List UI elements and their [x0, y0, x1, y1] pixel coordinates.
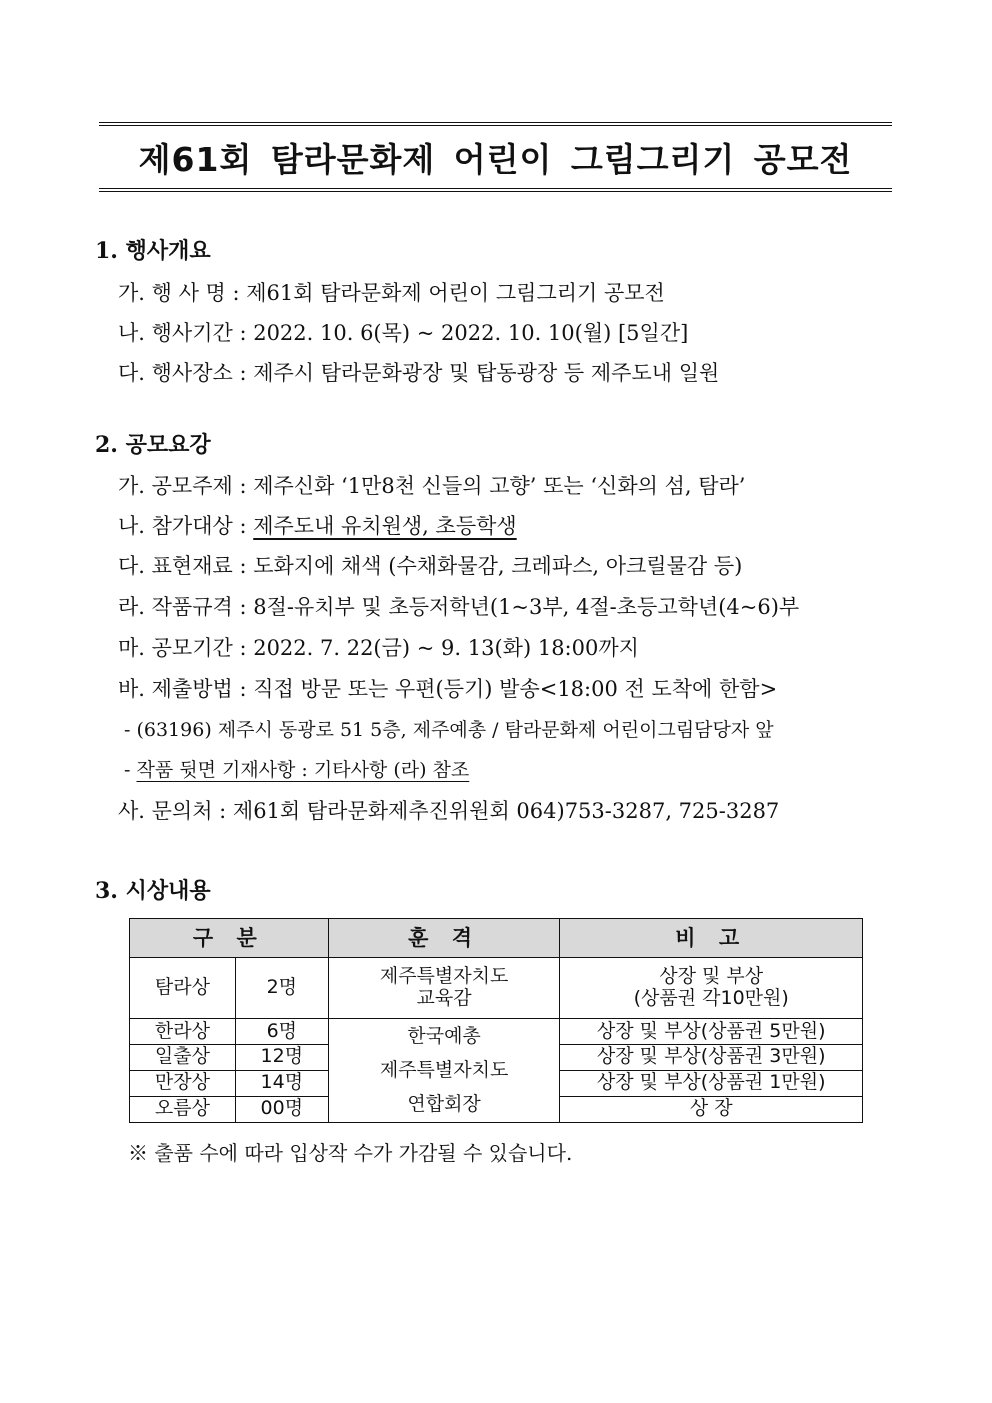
- table-row: [130, 958, 863, 1019]
- back-note-dash: -: [124, 759, 137, 781]
- award-count: 14명: [235, 1070, 328, 1096]
- eligibility-label: 나. 참가대상 :: [118, 514, 254, 538]
- award-count: 00명: [235, 1096, 328, 1122]
- award-remark: 상 장: [560, 1096, 863, 1122]
- header-grantor: 훈 격: [328, 919, 560, 958]
- award-name: 일출상: [130, 1044, 236, 1070]
- contact-line: 사. 문의처 : 제61회 탐라문화제추진위원회 064)753-3287, 725-3287: [118, 799, 780, 823]
- back-note-line: [124, 755, 469, 782]
- award-grantor-merged: 한국예총 제주특별자치도 연합회장: [328, 1019, 560, 1123]
- header-category: 구 분: [130, 919, 329, 958]
- materials-line: 다. 표현재료 : 도화지에 채색 (수채화물감, 크레파스, 아크릴물감 등): [118, 554, 743, 578]
- award-count: 6명: [235, 1019, 328, 1045]
- award-name: 오름상: [130, 1096, 236, 1122]
- award-name: 만장상: [130, 1070, 236, 1096]
- back-note-text: 작품 뒷면 기재사항 : 기타사항 (라) 참조: [136, 759, 470, 781]
- award-grantor: 제주특별자치도 교육감: [328, 958, 560, 1019]
- award-name: 한라상: [130, 1019, 236, 1045]
- header-remark: 비 고: [560, 919, 863, 958]
- event-period-line: 나. 행사기간 : 2022. 10. 6(목) ~ 2022. 10. 10(월) [5일간]: [118, 321, 689, 345]
- period-line: 마. 공모기간 : 2022. 7. 22(금) ~ 9. 13(화) 18:00까지: [118, 636, 639, 660]
- award-count: 12명: [235, 1044, 328, 1070]
- table-header-row: [130, 919, 863, 958]
- award-count: 2명: [235, 958, 328, 1019]
- submission-line: 바. 제출방법 : 직접 방문 또는 우편(등기) 발송<18:00 전 도착에 한함>: [118, 677, 778, 701]
- title-box: [99, 122, 892, 192]
- section-1-heading: 1. 행사개요: [95, 238, 211, 264]
- section-3-heading: 3. 시상내용: [95, 878, 211, 904]
- award-remark: 상장 및 부상(상품권 3만원): [560, 1044, 863, 1070]
- section-2-heading: 2. 공모요강: [95, 432, 211, 458]
- theme-line: 가. 공모주제 : 제주신화 ‘1만8천 신들의 고향’ 또는 ‘신화의 섬, 탐라’: [118, 474, 746, 498]
- footnote: ※ 출품 수에 따라 입상작 수가 가감될 수 있습니다.: [128, 1141, 573, 1165]
- eligibility-line: [118, 510, 517, 540]
- award-remark: 상장 및 부상 (상품권 각10만원): [560, 958, 863, 1019]
- event-venue-line: 다. 행사장소 : 제주시 탐라문화광장 및 탑동광장 등 제주도내 일원: [118, 361, 720, 385]
- awards-table: [129, 918, 863, 1123]
- award-name: 탐라상: [130, 958, 236, 1019]
- event-name-line: 가. 행 사 명 : 제61회 탐라문화제 어린이 그림그리기 공모전: [118, 281, 665, 305]
- page-title: 제61회 탐라문화제 어린이 그림그리기 공모전: [138, 139, 853, 179]
- table-row: [130, 1019, 863, 1045]
- address-line: - (63196) 제주시 동광로 51 5층, 제주예총 / 탐라문화제 어린이그림담당자 앞: [124, 719, 774, 741]
- size-line: 라. 작품규격 : 8절-유치부 및 초등저학년(1~3부, 4절-초등고학년(4~6)부: [118, 595, 800, 619]
- award-remark: 상장 및 부상(상품권 1만원): [560, 1070, 863, 1096]
- award-remark: 상장 및 부상(상품권 5만원): [560, 1019, 863, 1045]
- eligibility-value: 제주도내 유치원생, 초등학생: [253, 514, 517, 538]
